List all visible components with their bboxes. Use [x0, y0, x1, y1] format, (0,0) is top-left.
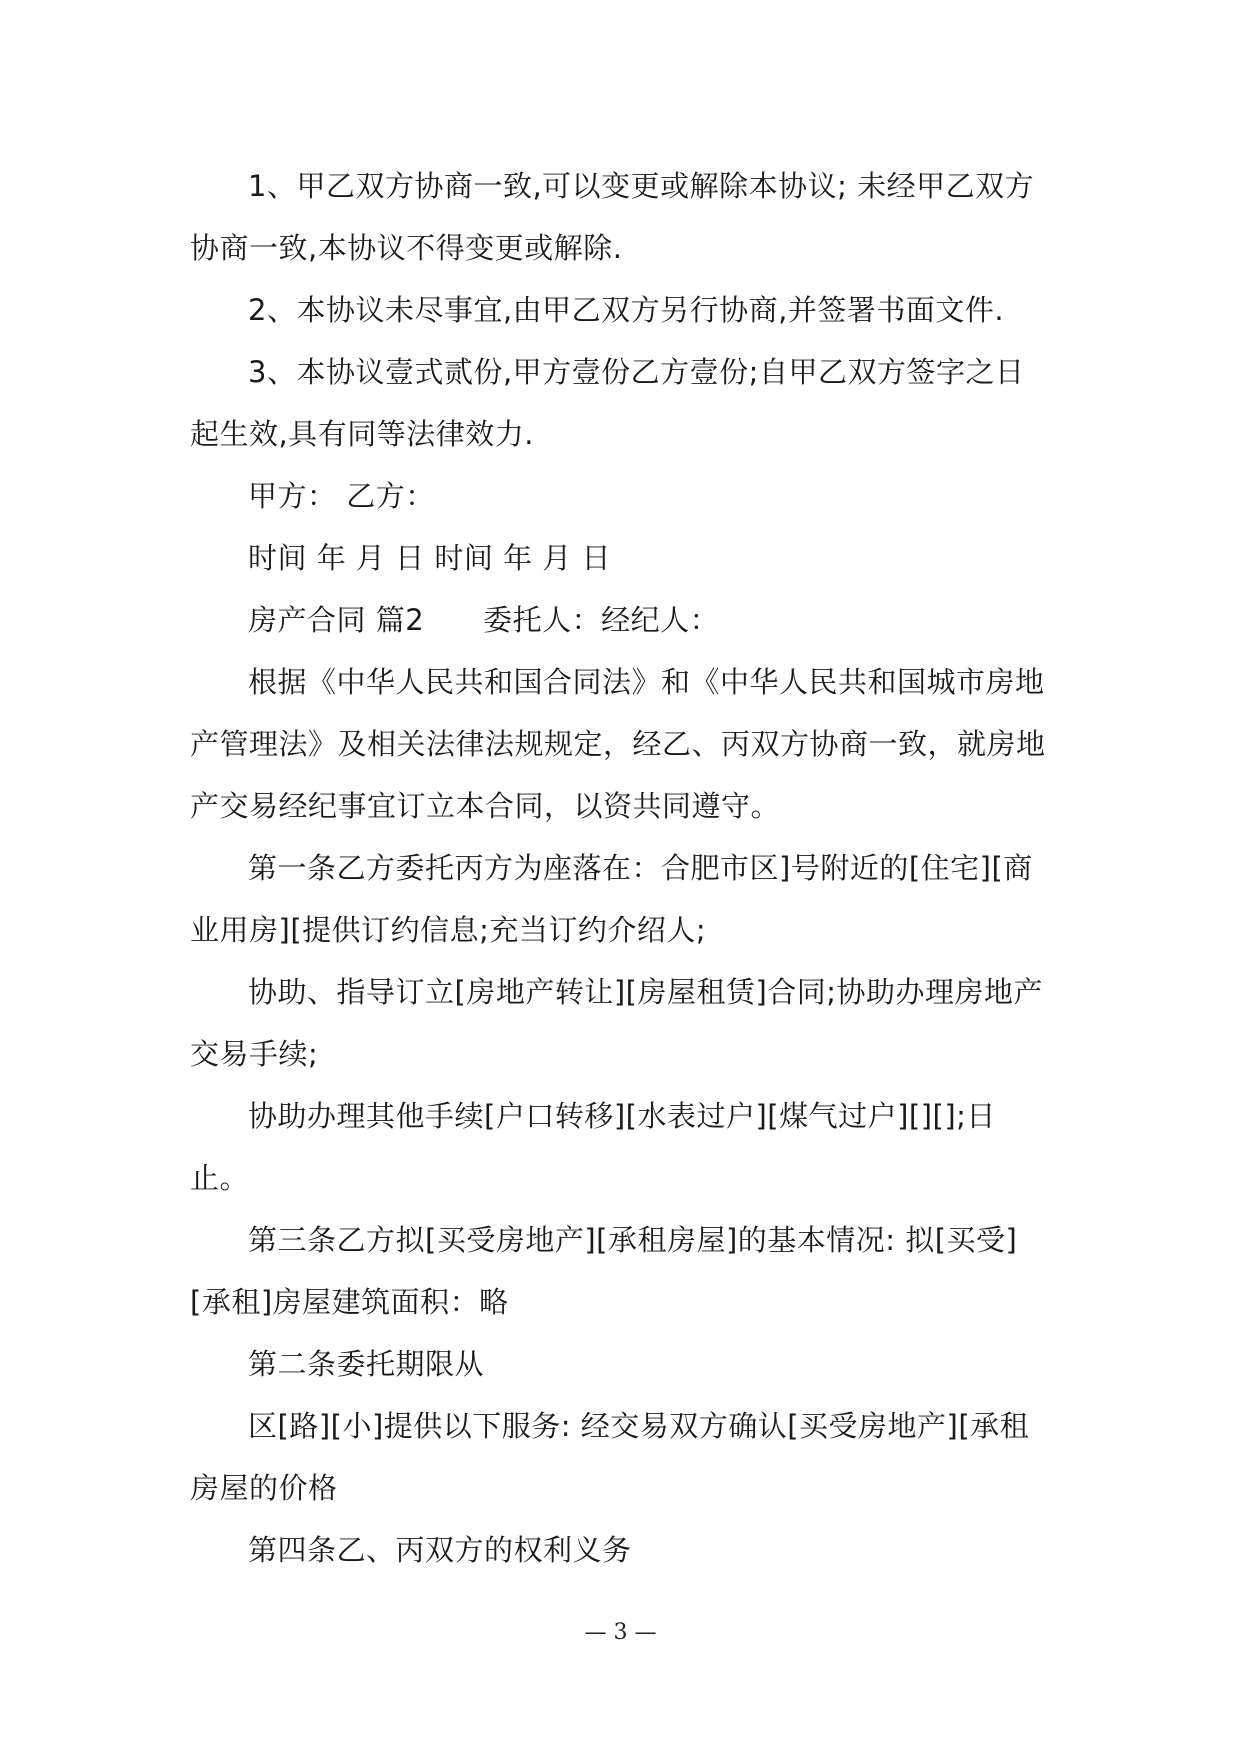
- paragraph-assist-other: 协助办理其他手续[户口转移][水表过户][煤气过户][][];日止。: [190, 1099, 996, 1195]
- page-number: — 3 —: [584, 1620, 657, 1645]
- paragraph-clause-1: 1、甲乙双方协商一致,可以变更或解除本协议; 未经甲乙双方协商一致,本协议不得变更或解除.: [190, 169, 1035, 265]
- paragraph-section-heading: 房产合同 篇2 委托人：经纪人：: [248, 603, 720, 637]
- paragraph-assist-contract: 协助、指导订立[房地产转让][房屋租赁]合同;协助办理房地产交易手续;: [190, 975, 1044, 1071]
- paragraph-dates: 时间 年 月 日 时间 年 月 日: [248, 541, 612, 575]
- paragraph-article-2: 第二条委托期限从: [248, 1347, 485, 1381]
- paragraph-clause-3: 3、本协议壹式贰份,甲方壹份乙方壹份;自甲乙双方签字之日起生效,具有同等法律效力.: [190, 355, 1025, 451]
- document-body: [190, 155, 1052, 1581]
- paragraph-article-4: 第四条乙、丙双方的权利义务: [248, 1533, 632, 1567]
- paragraph-parties: 甲方： 乙方：: [248, 479, 435, 513]
- paragraph-article-3: 第三条乙方拟[买受房地产][承租房屋]的基本情况: 拟[买受][承租]房屋建筑面积：略: [190, 1223, 1018, 1319]
- paragraph-article-1: 第一条乙方委托丙方为座落在：合肥市区]号附近的[住宅][商业用房][提供订约信息;充当订约介绍人;: [190, 851, 1033, 947]
- paragraph-services: 区[路][小]提供以下服务: 经交易双方确认[买受房地产][承租房屋的价格: [190, 1409, 1030, 1505]
- paragraph-legal-basis: 根据《中华人民共和国合同法》和《中华人民共和国城市房地产管理法》及相关法律法规规定，经乙、丙双方协商一致，就房地产交易经纪事宜订立本合同，以资共同遵守。: [190, 665, 1046, 823]
- paragraph-clause-2: 2、本协议未尽事宜,由甲乙双方另行协商,并签署书面文件.: [248, 293, 1005, 327]
